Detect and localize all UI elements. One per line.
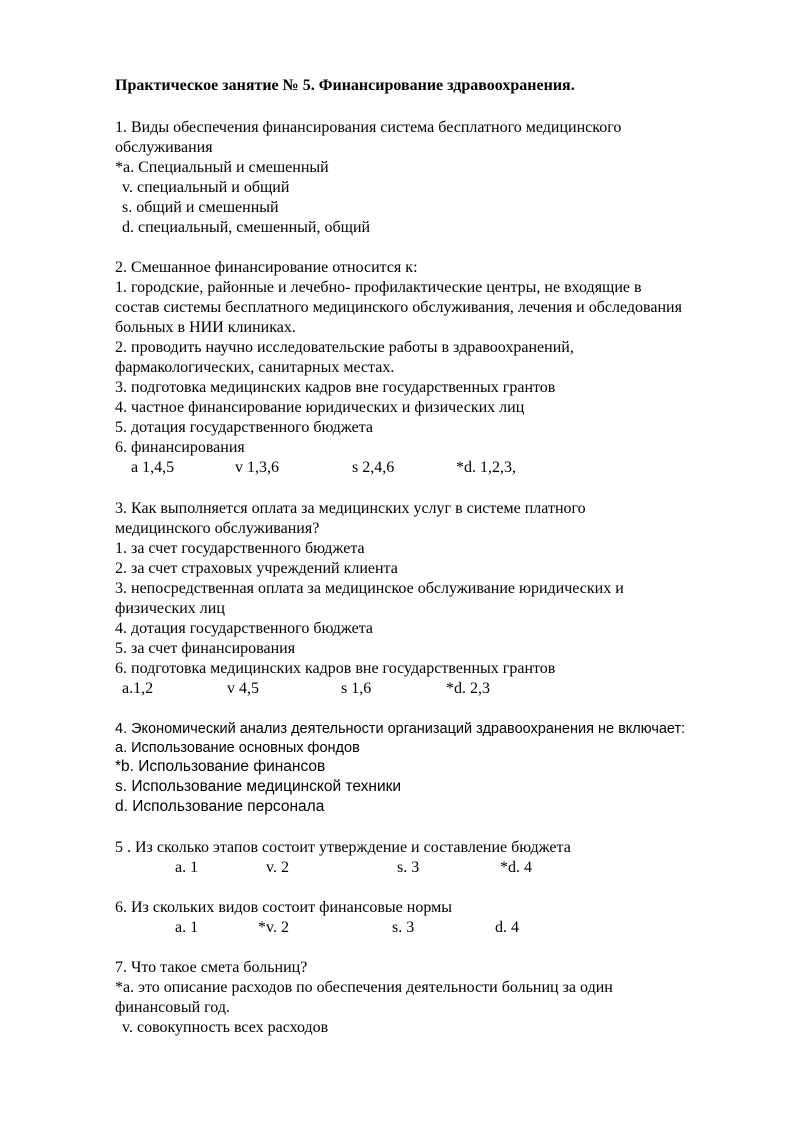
q3-line6: физических лиц: [115, 600, 225, 617]
q2-heading: 2. Смешанное финансирование относится к:: [115, 259, 418, 276]
q3-line7: 4. дотация государственного бюджета: [115, 620, 373, 637]
q6-option-a: a. 1: [175, 919, 199, 936]
q1-text-line2: обслуживания: [115, 139, 213, 156]
q2-line9: 6. финансирования: [115, 439, 245, 456]
q2-line2: состав системы бесплатного медицинского обслуживания, лечения и обследования: [115, 299, 682, 316]
q1-option-a: *a. Специальный и смешенный: [115, 159, 329, 176]
q1-option-d: d. специальный, смешенный, общий: [122, 219, 371, 236]
q2-option-v: v 1,3,6: [235, 459, 279, 476]
q6-heading: 6. Из скольких видов состоит финансовые нормы: [115, 899, 452, 916]
q2-line5: фармакологических, санитарных местах.: [115, 359, 395, 376]
q3-line2: медицинского обслуживания?: [115, 520, 320, 537]
q1-option-v: v. специальный и общий: [122, 179, 290, 196]
q2-line3: больных в НИИ клиниках.: [115, 319, 296, 336]
q4-heading: 4. Экономический анализ деятельности организаций здравоохранения не включает:: [115, 721, 686, 737]
q2-line4: 2. проводить научно исследовательские работы в здравоохранений,: [115, 339, 574, 356]
q3-option-v: v 4,5: [227, 680, 259, 697]
q5-option-a: a. 1: [175, 859, 199, 876]
q5-heading: 5 . Из сколько этапов состоит утверждение и составление бюджета: [115, 839, 571, 856]
q2-line6: 3. подготовка медицинских кадров вне государственных грантов: [115, 379, 556, 396]
q2-option-s: s 2,4,6: [352, 459, 395, 476]
q3-line9: 6. подготовка медицинских кадров вне государственных грантов: [115, 660, 556, 677]
q3-line4: 2. за счет страховых учреждений клиента: [115, 560, 398, 577]
q3-option-a: a.1,2: [122, 680, 154, 697]
page-title: Практическое занятие № 5. Финансирование здравоохранения.: [115, 77, 575, 94]
q5-option-d: *d. 4: [500, 859, 532, 876]
q1-text-line1: 1. Виды обеспечения финансирования система бесплатного медицинского: [115, 119, 622, 136]
q6-option-d: d. 4: [495, 919, 519, 936]
q2-line7: 4. частное финансирование юридических и физических лиц: [115, 399, 525, 416]
q2-option-d: *d. 1,2,3,: [456, 459, 516, 476]
q6-option-s: s. 3: [392, 919, 415, 936]
q2-line1: 1. городские, районные и лечебно- профилактические центры, не входящие в: [115, 279, 642, 296]
q7-option-a-line1: *a. это описание расходов по обеспечения деятельности больниц за один: [115, 979, 613, 996]
q6-option-v: *v. 2: [258, 919, 289, 936]
q4-option-d: d. Использование персонала: [115, 798, 325, 815]
q7-heading: 7. Что такое смета больниц?: [115, 959, 308, 976]
q3-line5: 3. непосредственная оплата за медицинское обслуживание юридических и: [115, 580, 624, 597]
q4-option-b: *b. Использование финансов: [115, 758, 326, 775]
q1-option-s: s. общий и смешенный: [122, 199, 279, 216]
q5-option-s: s. 3: [397, 859, 420, 876]
q4-option-a: a. Использование основных фондов: [115, 740, 360, 756]
q3-line3: 1. за счет государственного бюджета: [115, 540, 365, 557]
q3-line8: 5. за счет финансирования: [115, 640, 296, 657]
q7-option-v: v. совокупность всех расходов: [122, 1019, 329, 1036]
q5-option-v: v. 2: [266, 859, 289, 876]
q3-line1: 3. Как выполняется оплата за медицинских услуг в системе платного: [115, 500, 586, 517]
q3-option-s: s 1,6: [341, 680, 372, 697]
q7-option-a-line2: финансовый год.: [115, 999, 230, 1016]
q2-option-a: a 1,4,5: [131, 459, 175, 476]
q4-option-s: s. Использование медицинской техники: [115, 778, 402, 795]
q3-option-d: *d. 2,3: [446, 680, 490, 697]
q2-line8: 5. дотация государственного бюджета: [115, 419, 373, 436]
